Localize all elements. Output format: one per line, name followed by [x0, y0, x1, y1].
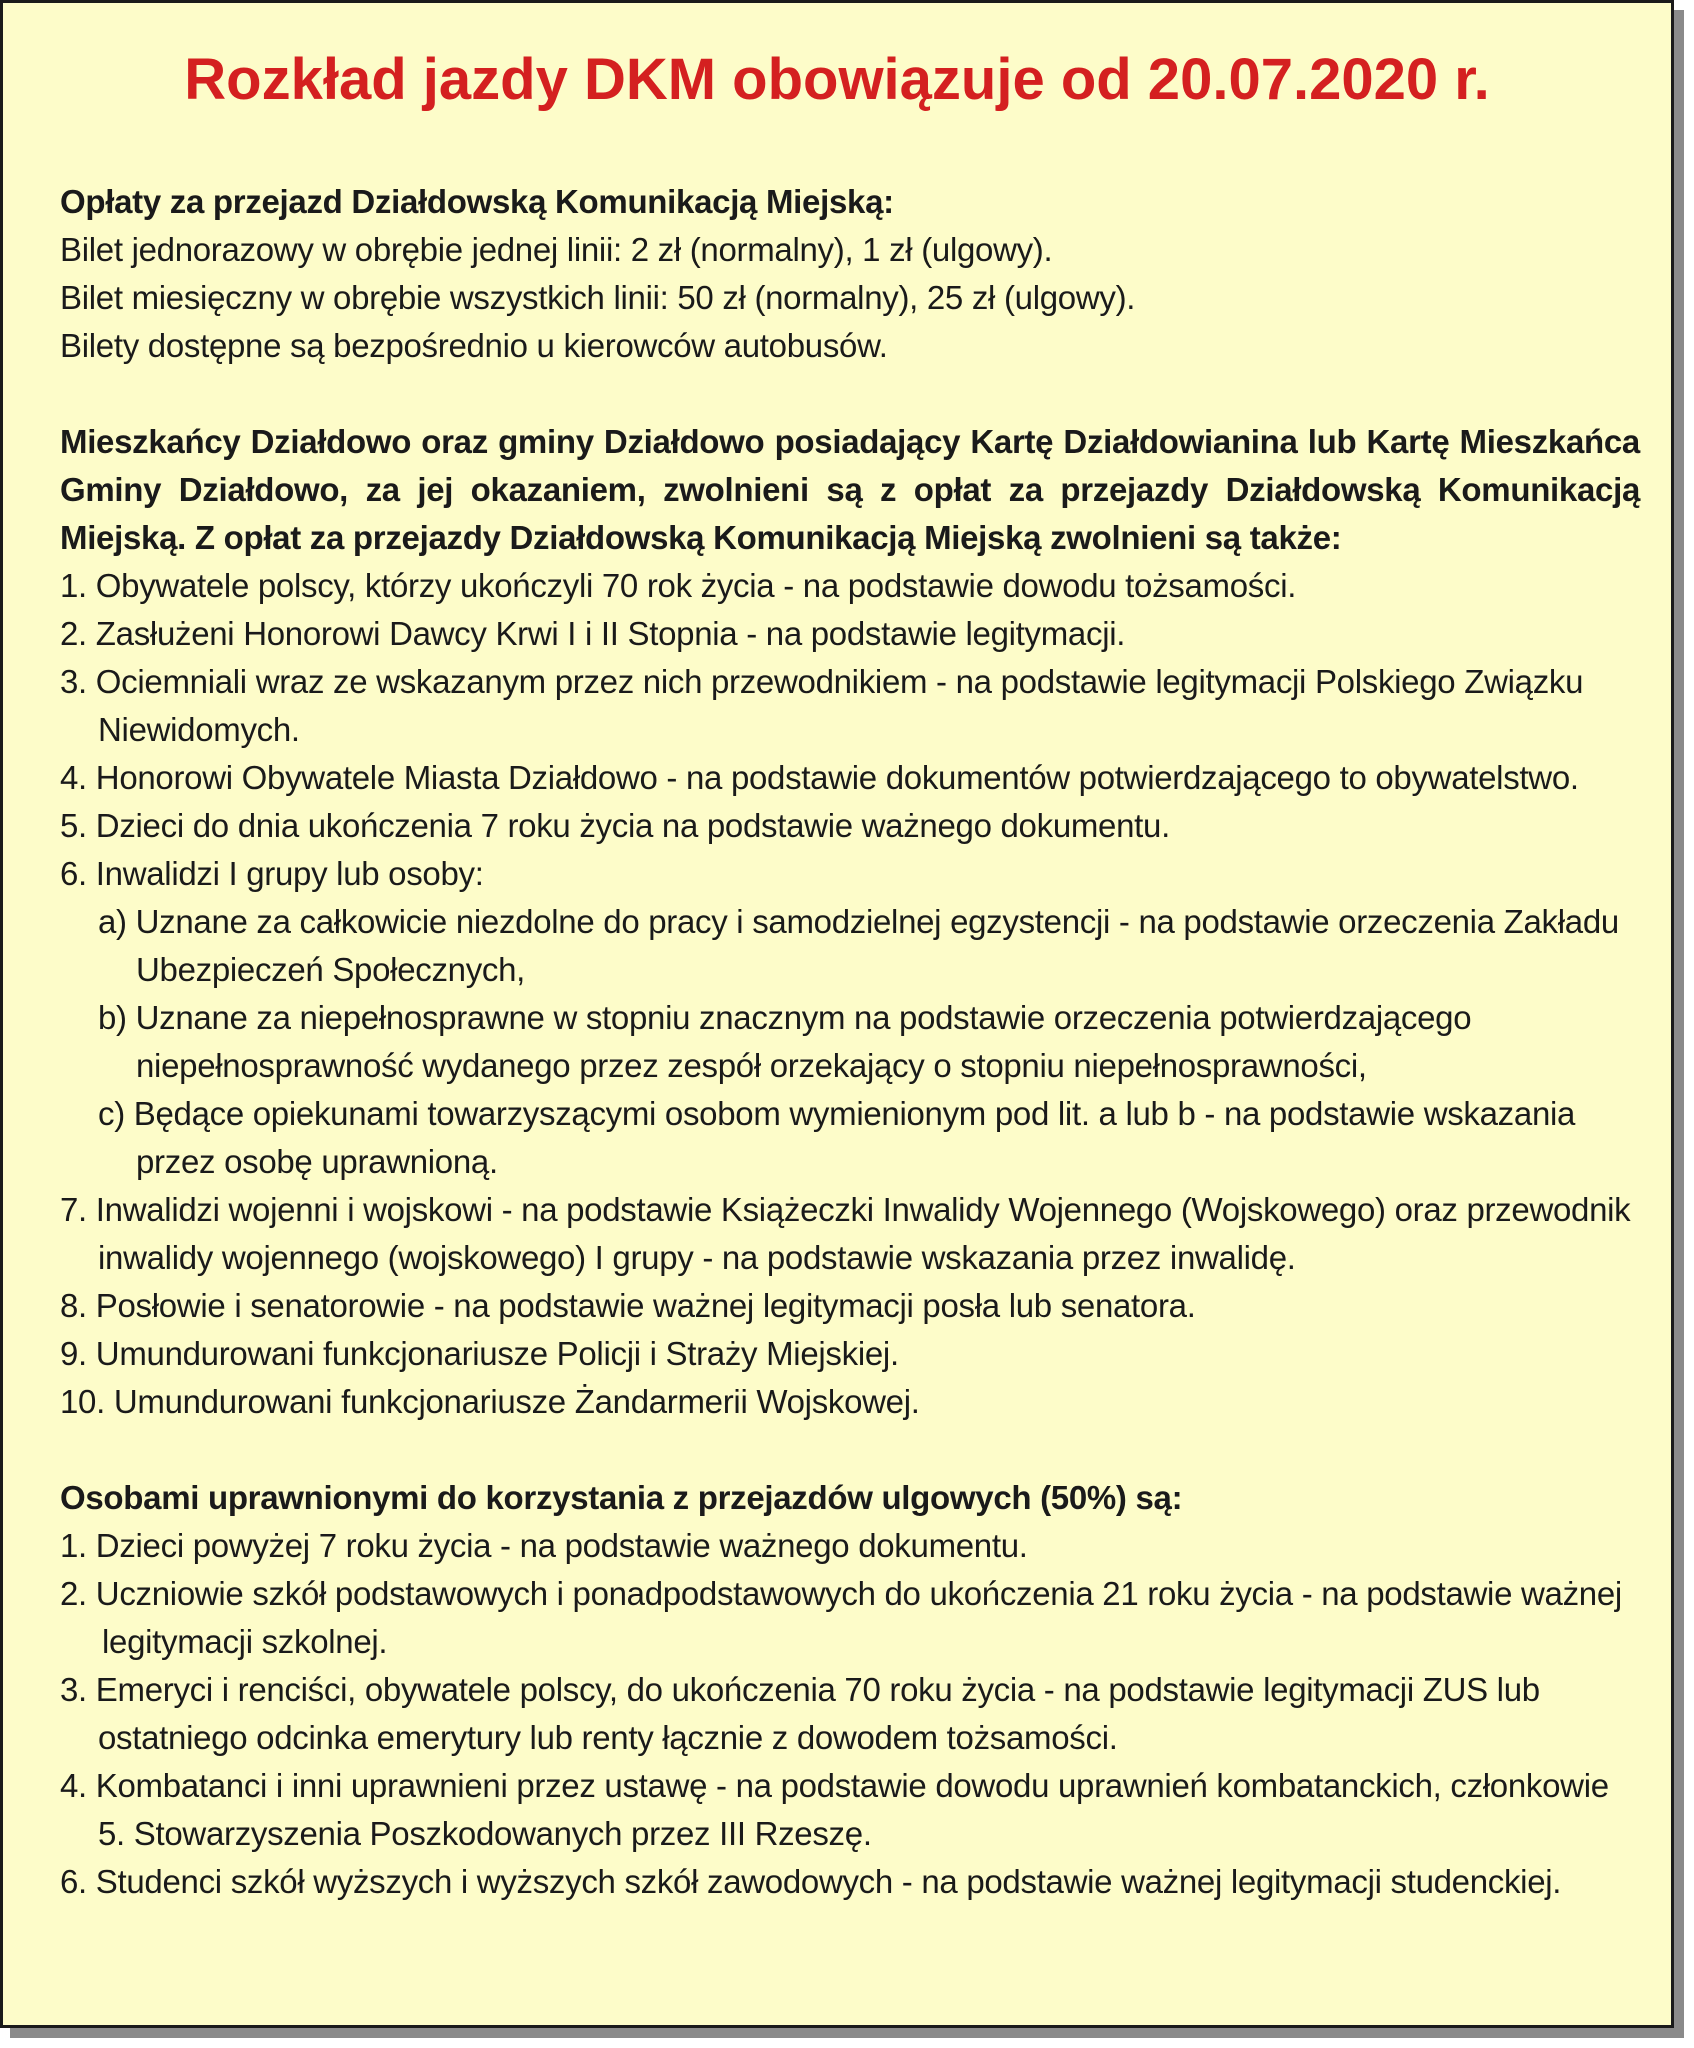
discount-item [60, 1666, 1640, 1762]
exemption-item [60, 1186, 1640, 1282]
discount-item [60, 1858, 1640, 1906]
item-text: Umundurowani funkcjonariusze Policji i Straży Miejskiej. [95, 1335, 899, 1372]
subitem-text: Będące opiekunami towarzyszącymi osobom wymienionym pod lit. a lub b - na podstawie wskazania przez osobę uprawnioną. [133, 1095, 1576, 1180]
exemption-item [60, 610, 1640, 658]
page-title: Rozkład jazdy DKM obowiązuje od 20.07.2020 r. [184, 47, 1490, 112]
section-gap [60, 370, 1640, 418]
item-text: Honorowi Obywatele Miasta Działdowo - na podstawie dokumentów potwierdzającego to obywatelstwo. [95, 759, 1579, 796]
exemption-item [60, 802, 1640, 850]
item-text: Ociemniali wraz ze wskazanym przez nich przewodnikiem - na podstawie legitymacji Polskiego Związku Niewidomych. [95, 663, 1584, 748]
item-number: 4. [60, 759, 87, 796]
fare-line: Bilety dostępne są bezpośrednio u kierowców autobusów. [60, 327, 888, 364]
exemptions-intro: Mieszkańcy Działdowo oraz gminy Działdowo posiadający Kartę Działdowianina lub Kartę Mieszkańca Gminy Działdowo, za jej okazaniem, zwolnieni są z opłat za przejazdy Działdowską Komunikacją Miejską. Z opłat za przejazdy Działdowską Komunikacją Miejską zwolnieni są także: [60, 423, 1640, 556]
exemption-item [60, 754, 1640, 802]
exemption-item [60, 1282, 1640, 1330]
item-number: 7. [60, 1191, 87, 1228]
item-text: Dzieci powyżej 7 roku życia - na podstawie ważnego dokumentu. [95, 1527, 1028, 1564]
item-text: Studenci szkół wyższych i wyższych szkół zawodowych - na podstawie ważnej legitymacji studenckiej. [95, 1863, 1562, 1900]
subitem-letter: c) [98, 1095, 125, 1132]
exemption-item [60, 1330, 1640, 1378]
exemption-item [60, 850, 1640, 898]
exemption-item [60, 1378, 1640, 1426]
exemption-subitem [60, 994, 1640, 1090]
exemption-item [60, 658, 1640, 754]
item-text: Uczniowie szkół podstawowych i ponadpodstawowych do ukończenia 21 roku życia - na podstawie ważnej legitymacji szkolnej. [95, 1575, 1622, 1660]
item-number: 6. [60, 1863, 87, 1900]
subitem-letter: b) [98, 999, 127, 1036]
item-text: Zasłużeni Honorowi Dawcy Krwi I i II Stopnia - na podstawie legitymacji. [95, 615, 1126, 652]
fare-line: Bilet jednorazowy w obrębie jednej linii: 2 zł (normalny), 1 zł (ulgowy). [60, 231, 1053, 268]
subitem-text: Uznane za niepełnosprawne w stopniu znacznym na podstawie orzeczenia potwierdzającego niepełnosprawność wydanego przez zespół orzekający o stopniu niepełnosprawności, [135, 999, 1472, 1084]
subitem-letter: a) [98, 903, 127, 940]
item-number: 9. [60, 1335, 87, 1372]
item-number: 8. [60, 1287, 87, 1324]
fares-heading: Opłaty za przejazd Działdowską Komunikacją Miejską: [60, 183, 894, 220]
item-text: Inwalidzi wojenni i wojskowi - na podstawie Książeczki Inwalidy Wojennego (Wojskowego) oraz przewodnik inwalidy wojennego (wojskowego) I grupy - na podstawie wskazania przez inwalidę. [95, 1191, 1631, 1276]
discount-item [60, 1762, 1640, 1858]
exemption-item [60, 562, 1640, 610]
subitem-text: Uznane za całkowicie niezdolne do pracy i samodzielnej egzystencji - na podstawie orzeczenia Zakładu Ubezpieczeń Społecznych, [135, 903, 1619, 988]
fare-line: Bilet miesięczny w obrębie wszystkich linii: 50 zł (normalny), 25 zł (ulgowy). [60, 279, 1136, 316]
item-number: 5. [60, 807, 87, 844]
item-number: 6. [60, 855, 87, 892]
item-number: 10. [60, 1383, 105, 1420]
item-number: 4. [60, 1767, 87, 1804]
item-text: Umundurowani funkcjonariusze Żandarmerii Wojskowej. [113, 1383, 920, 1420]
exemption-subitem [60, 1090, 1640, 1186]
item-text: Obywatele polscy, którzy ukończyli 70 rok życia - na podstawie dowodu tożsamości. [95, 567, 1297, 604]
item-number: 2. [60, 615, 87, 652]
item-text: Inwalidzi I grupy lub osoby: [95, 855, 484, 892]
item-text: Posłowie i senatorowie - na podstawie ważnej legitymacji posła lub senatora. [95, 1287, 1196, 1324]
discounts-heading: Osobami uprawnionymi do korzystania z przejazdów ulgowych (50%) są: [60, 1479, 1183, 1516]
notice-content [60, 178, 1640, 1906]
item-text: Dzieci do dnia ukończenia 7 roku życia na podstawie ważnego dokumentu. [95, 807, 1170, 844]
item-number: 3. [60, 1671, 87, 1708]
section-gap [60, 1426, 1640, 1474]
discount-item [60, 1522, 1640, 1570]
item-number: 2. [60, 1575, 87, 1612]
exemption-subitem [60, 898, 1640, 994]
item-number: 1. [60, 567, 87, 604]
item-number: 1. [60, 1527, 87, 1564]
discount-item [60, 1570, 1640, 1666]
item-number: 3. [60, 663, 87, 700]
item-text: Emeryci i renciści, obywatele polscy, do ukończenia 70 roku życia - na podstawie legitymacji ZUS lub ostatniego odcinka emerytury lub renty łącznie z dowodem tożsamości. [95, 1671, 1540, 1756]
item-text: Kombatanci i inni uprawnieni przez ustawę - na podstawie dowodu uprawnień kombatanckich, członkowie 5. Stowarzyszenia Poszkodowanych przez III Rzeszę. [95, 1767, 1609, 1852]
